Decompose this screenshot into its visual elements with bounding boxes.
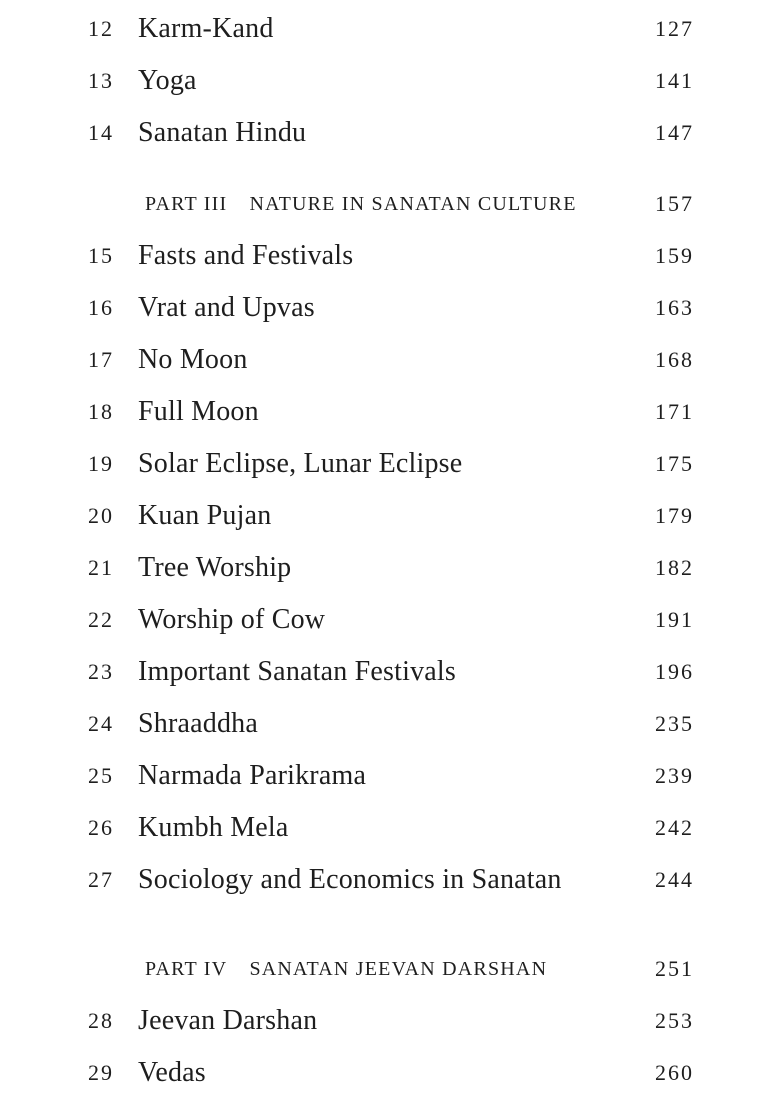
part-title: NATURE IN SANATAN CULTURE [249, 192, 577, 215]
chapter-page-number: 191 [655, 607, 694, 632]
toc-entry-row [0, 230, 780, 282]
part-header-row [0, 178, 780, 230]
chapter-title: Vrat and Upvas [138, 292, 315, 323]
chapter-page-number: 242 [655, 815, 694, 840]
chapter-page-number: 127 [655, 16, 694, 41]
chapter-title: Worship of Cow [138, 604, 326, 635]
chapter-page-number: 239 [655, 763, 694, 788]
chapter-number: 13 [88, 68, 114, 93]
chapter-number: 15 [88, 243, 114, 268]
chapter-title: Jeevan Darshan [138, 1005, 318, 1036]
part-page-number: 251 [655, 956, 694, 981]
chapter-number: 17 [88, 347, 114, 372]
chapter-page-number: 253 [655, 1008, 694, 1033]
chapter-number: 23 [88, 659, 114, 684]
toc-entry-row [0, 282, 780, 334]
chapter-number: 20 [88, 503, 114, 528]
chapter-title: Fasts and Festivals [138, 240, 354, 271]
toc-entry-row [0, 802, 780, 854]
part-header-row [0, 943, 780, 995]
chapter-title: Tree Worship [138, 552, 292, 583]
chapter-number: 21 [88, 555, 114, 580]
toc-entry-row [0, 386, 780, 438]
toc-entry-row [0, 438, 780, 490]
chapter-number: 26 [88, 815, 114, 840]
chapter-page-number: 182 [655, 555, 694, 580]
chapter-page-number: 147 [655, 120, 694, 145]
chapter-page-number: 196 [655, 659, 694, 684]
toc-entry-row [0, 646, 780, 698]
toc-entry-row [0, 490, 780, 542]
chapter-page-number: 175 [655, 451, 694, 476]
toc-entry-row [0, 594, 780, 646]
part-number: PART IV [145, 957, 228, 980]
chapter-page-number: 141 [655, 68, 694, 93]
chapter-title: Karm-Kand [138, 13, 274, 44]
chapter-number: 19 [88, 451, 114, 476]
chapter-title: Narmada Parikrama [138, 760, 367, 791]
toc-entry-row [0, 334, 780, 386]
toc-entry-row [0, 542, 780, 594]
chapter-number: 25 [88, 763, 114, 788]
chapter-page-number: 171 [655, 399, 694, 424]
chapter-title: Important Sanatan Festivals [138, 656, 457, 687]
toc-entry-row [0, 1047, 780, 1099]
chapter-title: Vedas [138, 1057, 206, 1088]
chapter-title: Full Moon [138, 396, 259, 427]
chapter-number: 29 [88, 1060, 114, 1085]
toc-entry-row [0, 854, 780, 906]
chapter-title: Sanatan Hindu [138, 117, 307, 148]
chapter-title: Kumbh Mela [138, 812, 289, 843]
chapter-title: Shraaddha [138, 708, 258, 739]
toc-entry-row [0, 3, 780, 55]
toc-entry-row [0, 995, 780, 1047]
toc-entry-row [0, 107, 780, 159]
chapter-number: 16 [88, 295, 114, 320]
toc-entry-row [0, 750, 780, 802]
chapter-title: Kuan Pujan [138, 500, 272, 531]
part-number: PART III [145, 192, 228, 215]
chapter-page-number: 244 [655, 867, 694, 892]
chapter-number: 12 [88, 16, 114, 41]
part-heading [145, 958, 547, 981]
chapter-page-number: 260 [655, 1060, 694, 1085]
part-page-number: 157 [655, 191, 694, 216]
chapter-number: 14 [88, 120, 114, 145]
chapter-number: 24 [88, 711, 114, 736]
chapter-page-number: 235 [655, 711, 694, 736]
chapter-number: 27 [88, 867, 114, 892]
chapter-page-number: 168 [655, 347, 694, 372]
chapter-page-number: 163 [655, 295, 694, 320]
chapter-title: No Moon [138, 344, 248, 375]
toc-entry-row [0, 55, 780, 107]
toc-entry-row [0, 698, 780, 750]
chapter-number: 28 [88, 1008, 114, 1033]
part-title: SANATAN JEEVAN DARSHAN [249, 957, 548, 980]
chapter-number: 22 [88, 607, 114, 632]
chapter-page-number: 179 [655, 503, 694, 528]
chapter-title: Sociology and Economics in Sanatan [138, 864, 562, 895]
chapter-title: Yoga [138, 65, 197, 96]
chapter-title: Solar Eclipse, Lunar Eclipse [138, 448, 463, 479]
chapter-number: 18 [88, 399, 114, 424]
chapter-page-number: 159 [655, 243, 694, 268]
part-heading [145, 193, 577, 216]
